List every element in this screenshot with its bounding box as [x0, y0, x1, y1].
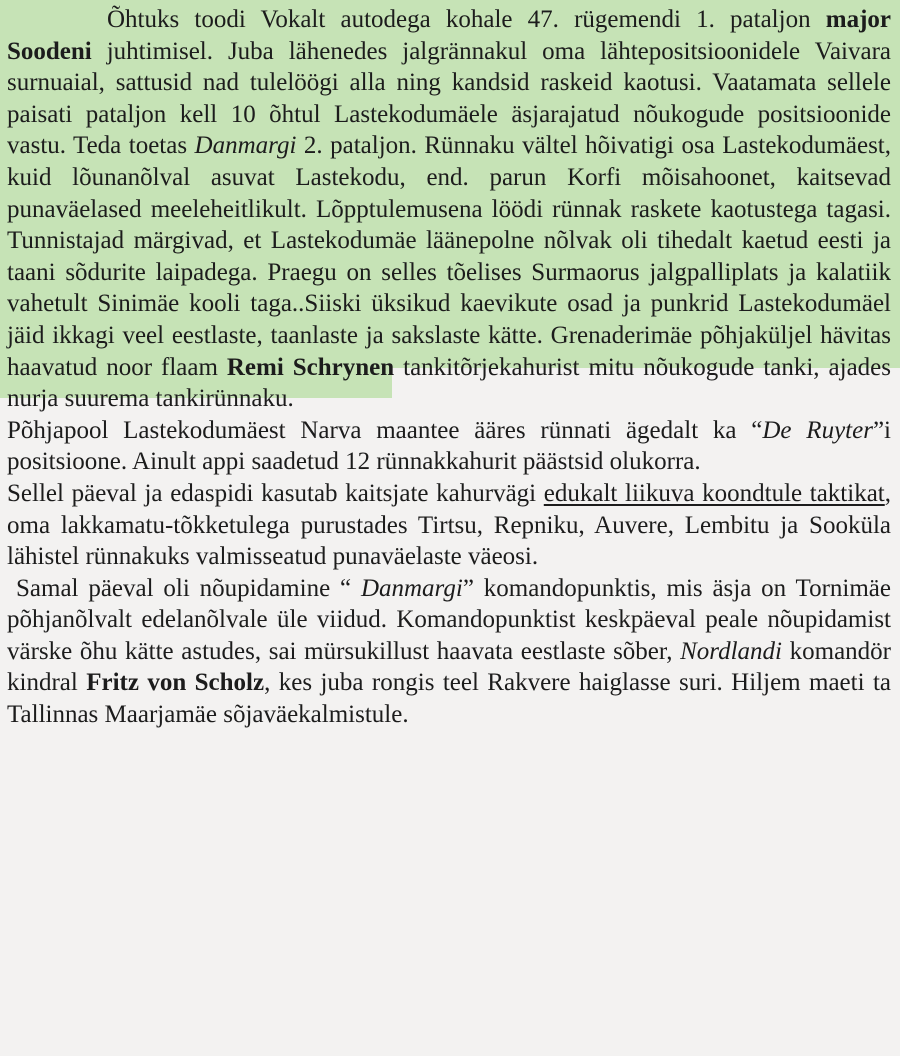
name-remi-schrynen: Remi Schrynen [226, 353, 395, 381]
p1-text-3: 2. pataljon. Rünnaku vältel hõivatigi osa Lastekodumäest, kuid lõunanõlval asuvat Lastekodu, end. parun Korfi mõisahoonet, kaitsevad punaväelased meeleheitlikult. Lõpptulemusena löödi rünnak raskete kaotustega tagasi. Tunnistajad märgivad, et Lastekodumäe läänepolne nõlvak oli tihedalt kaetud eesti ja taani sõdurite laipadega. [7, 132, 891, 286]
p3-text-1: Sellel päeval ja edaspidi kasutab kaitsjate kahurvägi [7, 479, 544, 507]
p1-text-2: juhtimisel. Juba lähenedes jalgrännakul oma lähtepositsioonidele Vaivara surnuaial, sattusid nad tulelöögi alla ning kandsid raskeid kaotusi. Vaatamata sellele paisati pataljon kell 10 õhtul Lastekodumäele äsjarajatud nõukogude positsioonide vastu. Teda toetas [7, 37, 891, 160]
p1-text-5: tankitõrjekahurist mitu nõukogude tanki, ajades nurja suurema tankirünnaku. [7, 353, 891, 413]
article-text [7, 0, 891, 731]
paragraph-3 [7, 478, 891, 573]
name-major-soodeni: major Soodeni [7, 6, 891, 65]
p1-text-4: Praegu on selles tõelises Surmaorus jalgpalliplats ja kalatiik vahetult Sinimäe kooli taga..Siiski üksikud kaevikute osad ja punkrid Lastekodumäel jäid ikkagi veel eestlaste, taanlaste ja sakslaste kätte. Grenaderimäe põhjaküljel hävitas haavatud noor flaam [7, 258, 891, 381]
paragraph-2 [7, 415, 891, 478]
unit-danmargi: Danmargi [194, 132, 297, 160]
paragraph-1 [7, 0, 891, 415]
p4-text-3: komandör kindral [7, 637, 891, 697]
p3-text-2: , oma lakkamatu-tõkketulega purustades Tirtsu, Repniku, Auvere, Lembitu ja Sooküla lähistel rünnakuks valmisseatud punaväelaste väeosi. [7, 479, 891, 571]
p4-text-1: Samal päeval oli nõupidamine “ [16, 574, 361, 602]
unit-nordlandi: Nordlandi [680, 637, 782, 665]
unit-de-ruyter: De Ruyter [762, 416, 873, 444]
p1-text-1: Õhtuks toodi Vokalt autodega kohale 47. rügemendi 1. pataljon [107, 6, 826, 33]
p4-text-4: , kes juba rongis teel Rakvere haiglasse suri. Hiljem maeti ta Tallinnas Maarjamäe sõjaväekalmistule. [7, 669, 891, 729]
unit-danmargi-2: Danmargi [360, 574, 463, 602]
p2-text-1: Põhjapool Lastekodumäest Narva maantee ääres rünnati ägedalt ka “ [7, 416, 763, 444]
underlined-tactic: edukalt liikuva koondtule taktikat [543, 479, 885, 507]
paragraph-4 [7, 573, 891, 731]
p2-text-2: ”i positsioone. Ainult appi saadetud 12 rünnakkahurit päästsid olukorra. [7, 416, 891, 476]
name-fritz-von-scholz: Fritz von Scholz [86, 669, 265, 697]
p4-text-2: ” komandopunktis, mis äsja on Tornimäe põhjanõlvalt edelanõlvale üle viidud. Komandopunktist keskpäeval peale nõupidamist värske õhu kätte astudes, sai mürsukillust haavata eestlaste sõber, [7, 574, 891, 665]
